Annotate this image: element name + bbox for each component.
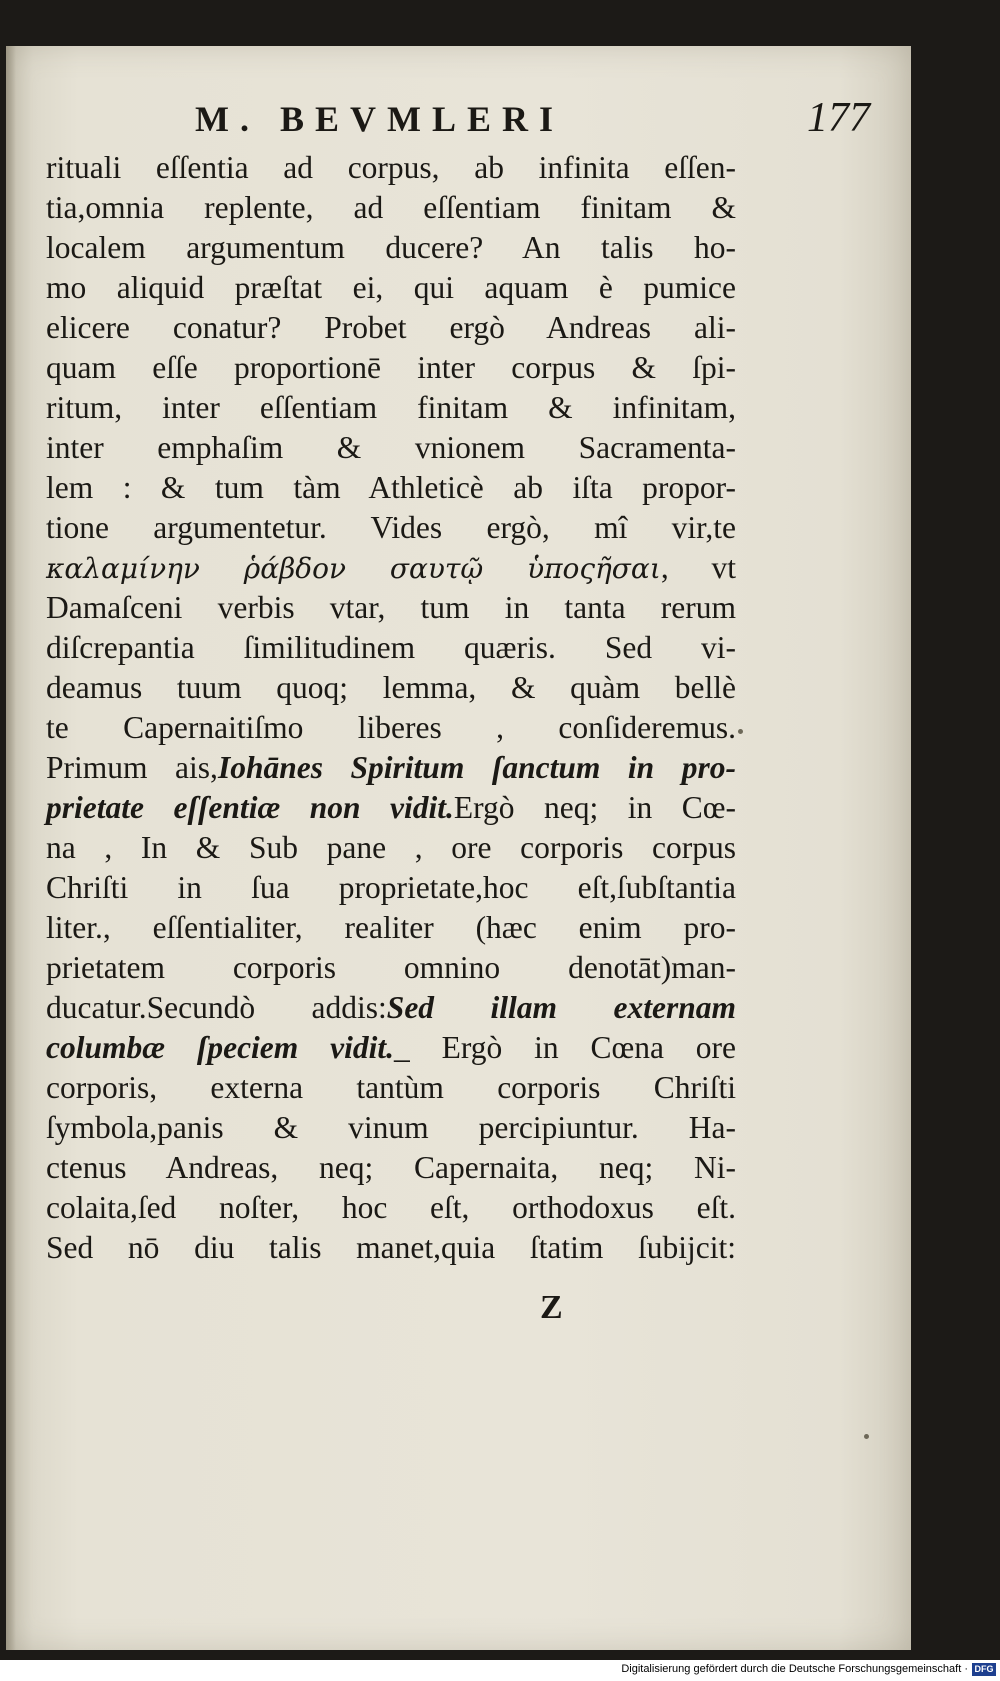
text-line [46, 548, 736, 588]
line-text: diſcrepantia ſimilitudinem quæris. Sed vi- [46, 630, 736, 665]
italic-quotation: Sed illam externam [386, 990, 736, 1025]
digitization-credit: Digitalisierung gefördert durch die Deutsche Forschungsgemeinschaft · [621, 1663, 968, 1675]
text-line [46, 308, 736, 348]
text-line [46, 1148, 736, 1188]
text-line [46, 788, 736, 828]
text-line [46, 748, 736, 788]
text-block [46, 148, 736, 1268]
line-text: inter emphaſim & vnionem Sacramenta- [46, 430, 736, 465]
line-text: , vt [660, 550, 736, 585]
text-line [46, 828, 736, 868]
page-number: 177 [807, 95, 870, 141]
text-line [46, 588, 736, 628]
text-line [46, 908, 736, 948]
line-text: ducatur.Secundò addis: [46, 990, 387, 1025]
text-line [46, 1228, 736, 1268]
text-line [46, 228, 736, 268]
line-text: liter., eſſentialiter, realiter (hæc enim pro- [46, 910, 736, 945]
text-line [46, 628, 736, 668]
text-line [46, 508, 736, 548]
line-text: colaita,ſed noſter, hoc eſt, orthodoxus eſt. [46, 1190, 736, 1225]
italic-quotation: columbæ ſpeciem vidit. [46, 1030, 394, 1065]
line-text: te Capernaitiſmo liberes , conſideremus. [46, 710, 736, 745]
line-text: ritum, inter eſſentiam finitam & infinitam, [46, 390, 736, 425]
text-line [46, 1108, 736, 1148]
text-line [46, 948, 736, 988]
line-text: lem : & tum tàm Athleticè ab iſta propor- [46, 470, 736, 505]
ink-speck [738, 729, 743, 734]
line-text: rituali eſſentia ad corpus, ab infinita eſſen- [46, 150, 736, 185]
line-text: tia,omnia replente, ad eſſentiam finitam & [46, 190, 736, 225]
text-line [46, 1068, 736, 1108]
line-text: localem argumentum ducere? An talis ho- [46, 230, 736, 265]
text-line [46, 268, 736, 308]
line-text: Ergò neq; in Cœ- [453, 790, 736, 825]
text-line [46, 388, 736, 428]
line-text: elicere conatur? Probet ergò Andreas ali- [46, 310, 736, 345]
italic-quotation: prietate eſſentiæ non vidit. [46, 790, 454, 825]
line-text: Damaſceni verbis vtar, tum in tanta rerum [46, 590, 736, 625]
line-text: Primum ais, [46, 750, 218, 785]
text-line [46, 468, 736, 508]
text-line [46, 428, 736, 468]
text-line [46, 868, 736, 908]
dfg-logo-icon: DFG [972, 1663, 996, 1676]
italic-quotation: Iohānes Spiritum ſanctum in pro- [217, 750, 736, 785]
line-text: prietatem corporis omnino denotāt)man- [46, 950, 736, 985]
running-head-title: M. BEVMLERI [195, 99, 565, 139]
line-text: deamus tuum quoq; lemma, & quàm bellè [46, 670, 736, 705]
line-text: ſymbola,panis & vinum percipiuntur. Ha- [46, 1110, 736, 1145]
text-line [46, 708, 736, 748]
catchword: Z [540, 1289, 563, 1326]
line-text: _ Ergò in Cœna ore [394, 1030, 736, 1065]
text-line [46, 348, 736, 388]
text-line [46, 988, 736, 1028]
text-line [46, 668, 736, 708]
text-line [46, 148, 736, 188]
line-text: Sed nō diu talis manet,quia ſtatim ſubijcit: [46, 1230, 736, 1265]
greek-phrase: καλαμίνην ῥάβδον σαυτῷ ὑποςῆσαι [46, 552, 661, 585]
text-line [46, 1028, 736, 1068]
text-line [46, 1188, 736, 1228]
line-text: ctenus Andreas, neq; Capernaita, neq; Ni- [46, 1150, 736, 1185]
line-text: quam eſſe proportionē inter corpus & ſpi- [46, 350, 736, 385]
line-text: na , In & Sub pane , ore corporis corpus [46, 830, 736, 865]
line-text: Chriſti in ſua proprietate,hoc eſt,ſubſtantia [46, 870, 736, 905]
line-text: mo aliquid præſtat ei, qui aquam è pumice [46, 270, 736, 305]
line-text: tione argumentetur. Vides ergò, mî vir,te [46, 510, 736, 545]
text-line [46, 188, 736, 228]
line-text: corporis, externa tantùm corporis Chriſti [46, 1070, 736, 1105]
ink-speck [864, 1434, 869, 1439]
